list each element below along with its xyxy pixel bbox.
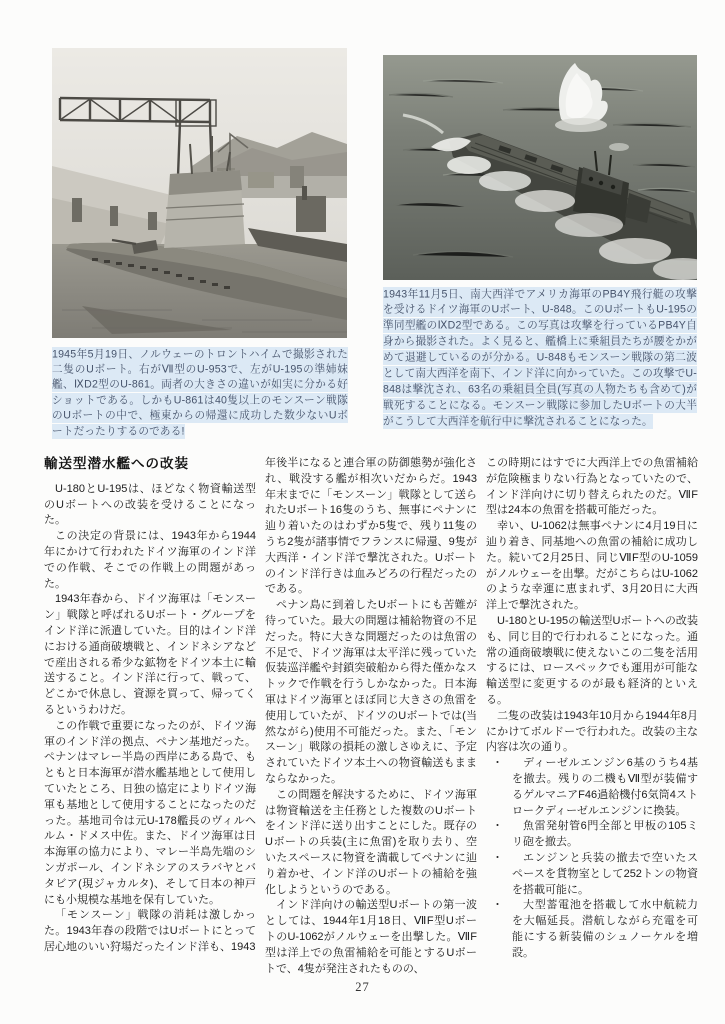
modification-bullet-list (486, 756, 698, 961)
list-item (486, 756, 698, 819)
photo-uboats-trondheim (52, 48, 347, 338)
trondheim-harbor-illustration (52, 48, 347, 338)
caption-left-photo (52, 347, 348, 439)
bullet-marker: ・ (492, 820, 503, 833)
bullet-marker: ・ (492, 757, 503, 770)
bullet-marker: ・ (492, 851, 503, 864)
paragraph: 「モンスーン」戦隊の消耗は激しかった。1943年春の段階ではUボートにとって居心地のいい狩場だったインド洋も、1943 (44, 909, 256, 953)
caption-right-text: 1943年11月5日、南大西洋でアメリカ海軍のPB4Y飛行艇の攻撃を受けるドイツ海軍のUボート、U-848。このUボートもU-195の準同型艦のⅨD2型である。この写真は攻撃を行っているPB4Y自身から撮影された。よく見ると、艦橋上に乗組員たちが腰をかがめて退避しているのが分かる。U-848もモンスーン戦隊の第二波として南大西洋を南下、インド洋に向かっていた。この攻撃でU-848は撃沈され、63名の乗組員全員(写真の人物たちも含めて)が戦死することになる。モンスーン戦隊に参加したUボートの大半がこうして大西洋を航行中に撃沈されることになった。 (383, 288, 697, 428)
article-column-3 (486, 456, 698, 962)
article-heading: 輸送型潜水艦への改装 (44, 456, 189, 471)
bullet-text: エンジンと兵装の撤去で空いたスペースを貨物室として252トンの物資を搭載可能に。 (512, 851, 698, 896)
paragraph: この時期にはすでに大西洋上での魚雷補給が危険極まりない行為となっていたので、インド洋向けに切り替えられたのだ。ⅦF型は24本の魚雷を搭載可能だった。 (486, 457, 698, 517)
paragraph: この作戦で重要になったのが、ドイツ海軍のインド洋の拠点、ペナン基地だった。ペナンはマレー半島の西岸にある島で、もともと日本海軍が潜水艦基地として使用していたところ、日独の協定によりドイツ海軍も基地として使用することになったのだった。基地司令は元U-178艦長のヴィルヘルム・ドメス中佐。また、ドイツ海軍は日本海軍の協力により、マレー半島先端のシンガポール、インドネシアのスラバヤとバタビア(現ジャカルタ)、そして日本の神戸にも小規模な基地を保有していた。 (44, 719, 256, 906)
bullet-text: 大型蓄電池を搭載して水中航続力を大幅延長。潜航しながら充電を可能にする新装備のシュノーケルを増設。 (512, 899, 698, 959)
list-item (486, 851, 698, 898)
paragraph: 幸い、U-1062は無事ペナンに4月19日に辿り着き、同基地への魚雷の補給に成功した。続いて2月25日、同じⅦF型のU-1059がノルウェーを出撃。だがこちらはU-1062のような幸運に恵まれず、3月20日に大西洋上で撃沈された。 (486, 520, 698, 612)
u848-attack-illustration (383, 55, 697, 280)
photo-u848-under-attack (383, 55, 697, 280)
paragraph: この決定の背景には、1943年から1944年にかけて行われたドイツ海軍のインド洋での作戦、そこでの作戦上の問題があった。 (44, 530, 256, 590)
article-body (44, 456, 697, 1016)
warehouse (290, 166, 304, 188)
paragraph: U-180とU-195は、ほどなく物資輸送型のUボートへの改装を受けることになった。 (44, 482, 256, 527)
paragraph: インド洋向けの輸送型Uボートの第一波としては、1944年1月18日、ⅦF型UボートのU-1062がノルウェーを出撃した。ⅦF型は洋上での魚雷補給を可能とするUボートで、4隻が発注されたものの、 (265, 899, 477, 975)
list-item (486, 898, 698, 961)
article-column-1 (44, 456, 256, 956)
bullet-text: ディーゼルエンジン6基のうち4基を撤去。残りの二機もⅦ型が装備するゲルマニアF46過給機付6気筒4ストロークディーゼルエンジンに換装。 (512, 757, 698, 817)
caption-right-photo (383, 287, 697, 430)
paragraph: 二隻の改装は1943年10月から1944年8月にかけてボルドーで行われた。改装の主な内容は次の通り。 (486, 709, 698, 754)
paragraph: ペナン島に到着したUボートにも苦難が待っていた。最大の問題は補給物資の不足だった。特に大きな問題だったのは魚雷の不足で、ドイツ海軍は太平洋に残っていた仮装巡洋艦や封鎖突破船から得た僅かなストックで作戦を行うしかなかった。日本海軍はドイツ海軍とほぼ同じ大きさの魚雷を使用していたが、ドイツのUボートでは(当然ながら)使用不可能だった。また、「モンスーン」戦隊の損耗の激しさゆえに、予定されていたドイツ本土への物資輸送もままならなかった。 (265, 599, 477, 785)
caption-left-text: 1945年5月19日、ノルウェーのトロントハイムで撮影された二隻のUボート。右がⅦ型のU-953で、左がU-195の準姉妹艦、ⅨD2型のU-861。両者の大きさの違いが如実に分かる好ショットである。しかもU-861は40隻以上のモンスーン戦隊のUボートの中で、極東からの帰還に成功した数少ないUボートだったりするのである! (52, 348, 348, 438)
paragraph: 1943年春から、ドイツ海軍は「モンスーン」戦隊と呼ばれるUボート・グループをインド洋に派遣していた。目的はインド洋における通商破壊戦と、インドネシアなどで産出される希少な鉱物をドイツ本土に輸送すること。インド洋に行って、戦って、どこかで休息し、資源を買って、帰ってくるというわけだ。 (44, 593, 256, 716)
paragraph: 年後半になると連合軍の防御態勢が強化され、戦没する艦が相次いだからだ。1943年末までに「モンスーン」戦隊として送られたUボート16隻のうち、無事にペナンに辿り着いたのはわずか5隻で、残り11隻のうち2隻が諸事情でフランスに帰還、9隻が大西洋・インド洋で撃沈された。Uボートのインド洋行きは血みどろの行程だったのである。 (265, 457, 477, 596)
article-column-2 (265, 456, 477, 977)
paragraph: この問題を解決するために、ドイツ海軍は物資輸送を主任務とした複数のUボートをインド洋に送り出すことにした。既存のUボートの兵装(主に魚雷)を取り去り、空いたスペースに物資を満載してペナンに辿り着かせ、インド洋のUボートの補給を強化しようというのである。 (265, 788, 477, 896)
bullet-marker: ・ (492, 899, 503, 912)
warehouse (248, 172, 274, 188)
bullet-text: 魚雷発射管6門全部と甲板の105ミリ砲を撤去。 (512, 820, 698, 849)
list-item (486, 819, 698, 851)
paragraph: U-180とU-195の輸送型Uボートへの改装も、同じ目的で行われることになった。通常の通商破壊戦に使えないこの二隻を活用するには、ロースペックでも運用が可能な輸送型に変更するのが最も経済的といえる。 (486, 614, 698, 706)
page-number: 27 (355, 980, 370, 994)
